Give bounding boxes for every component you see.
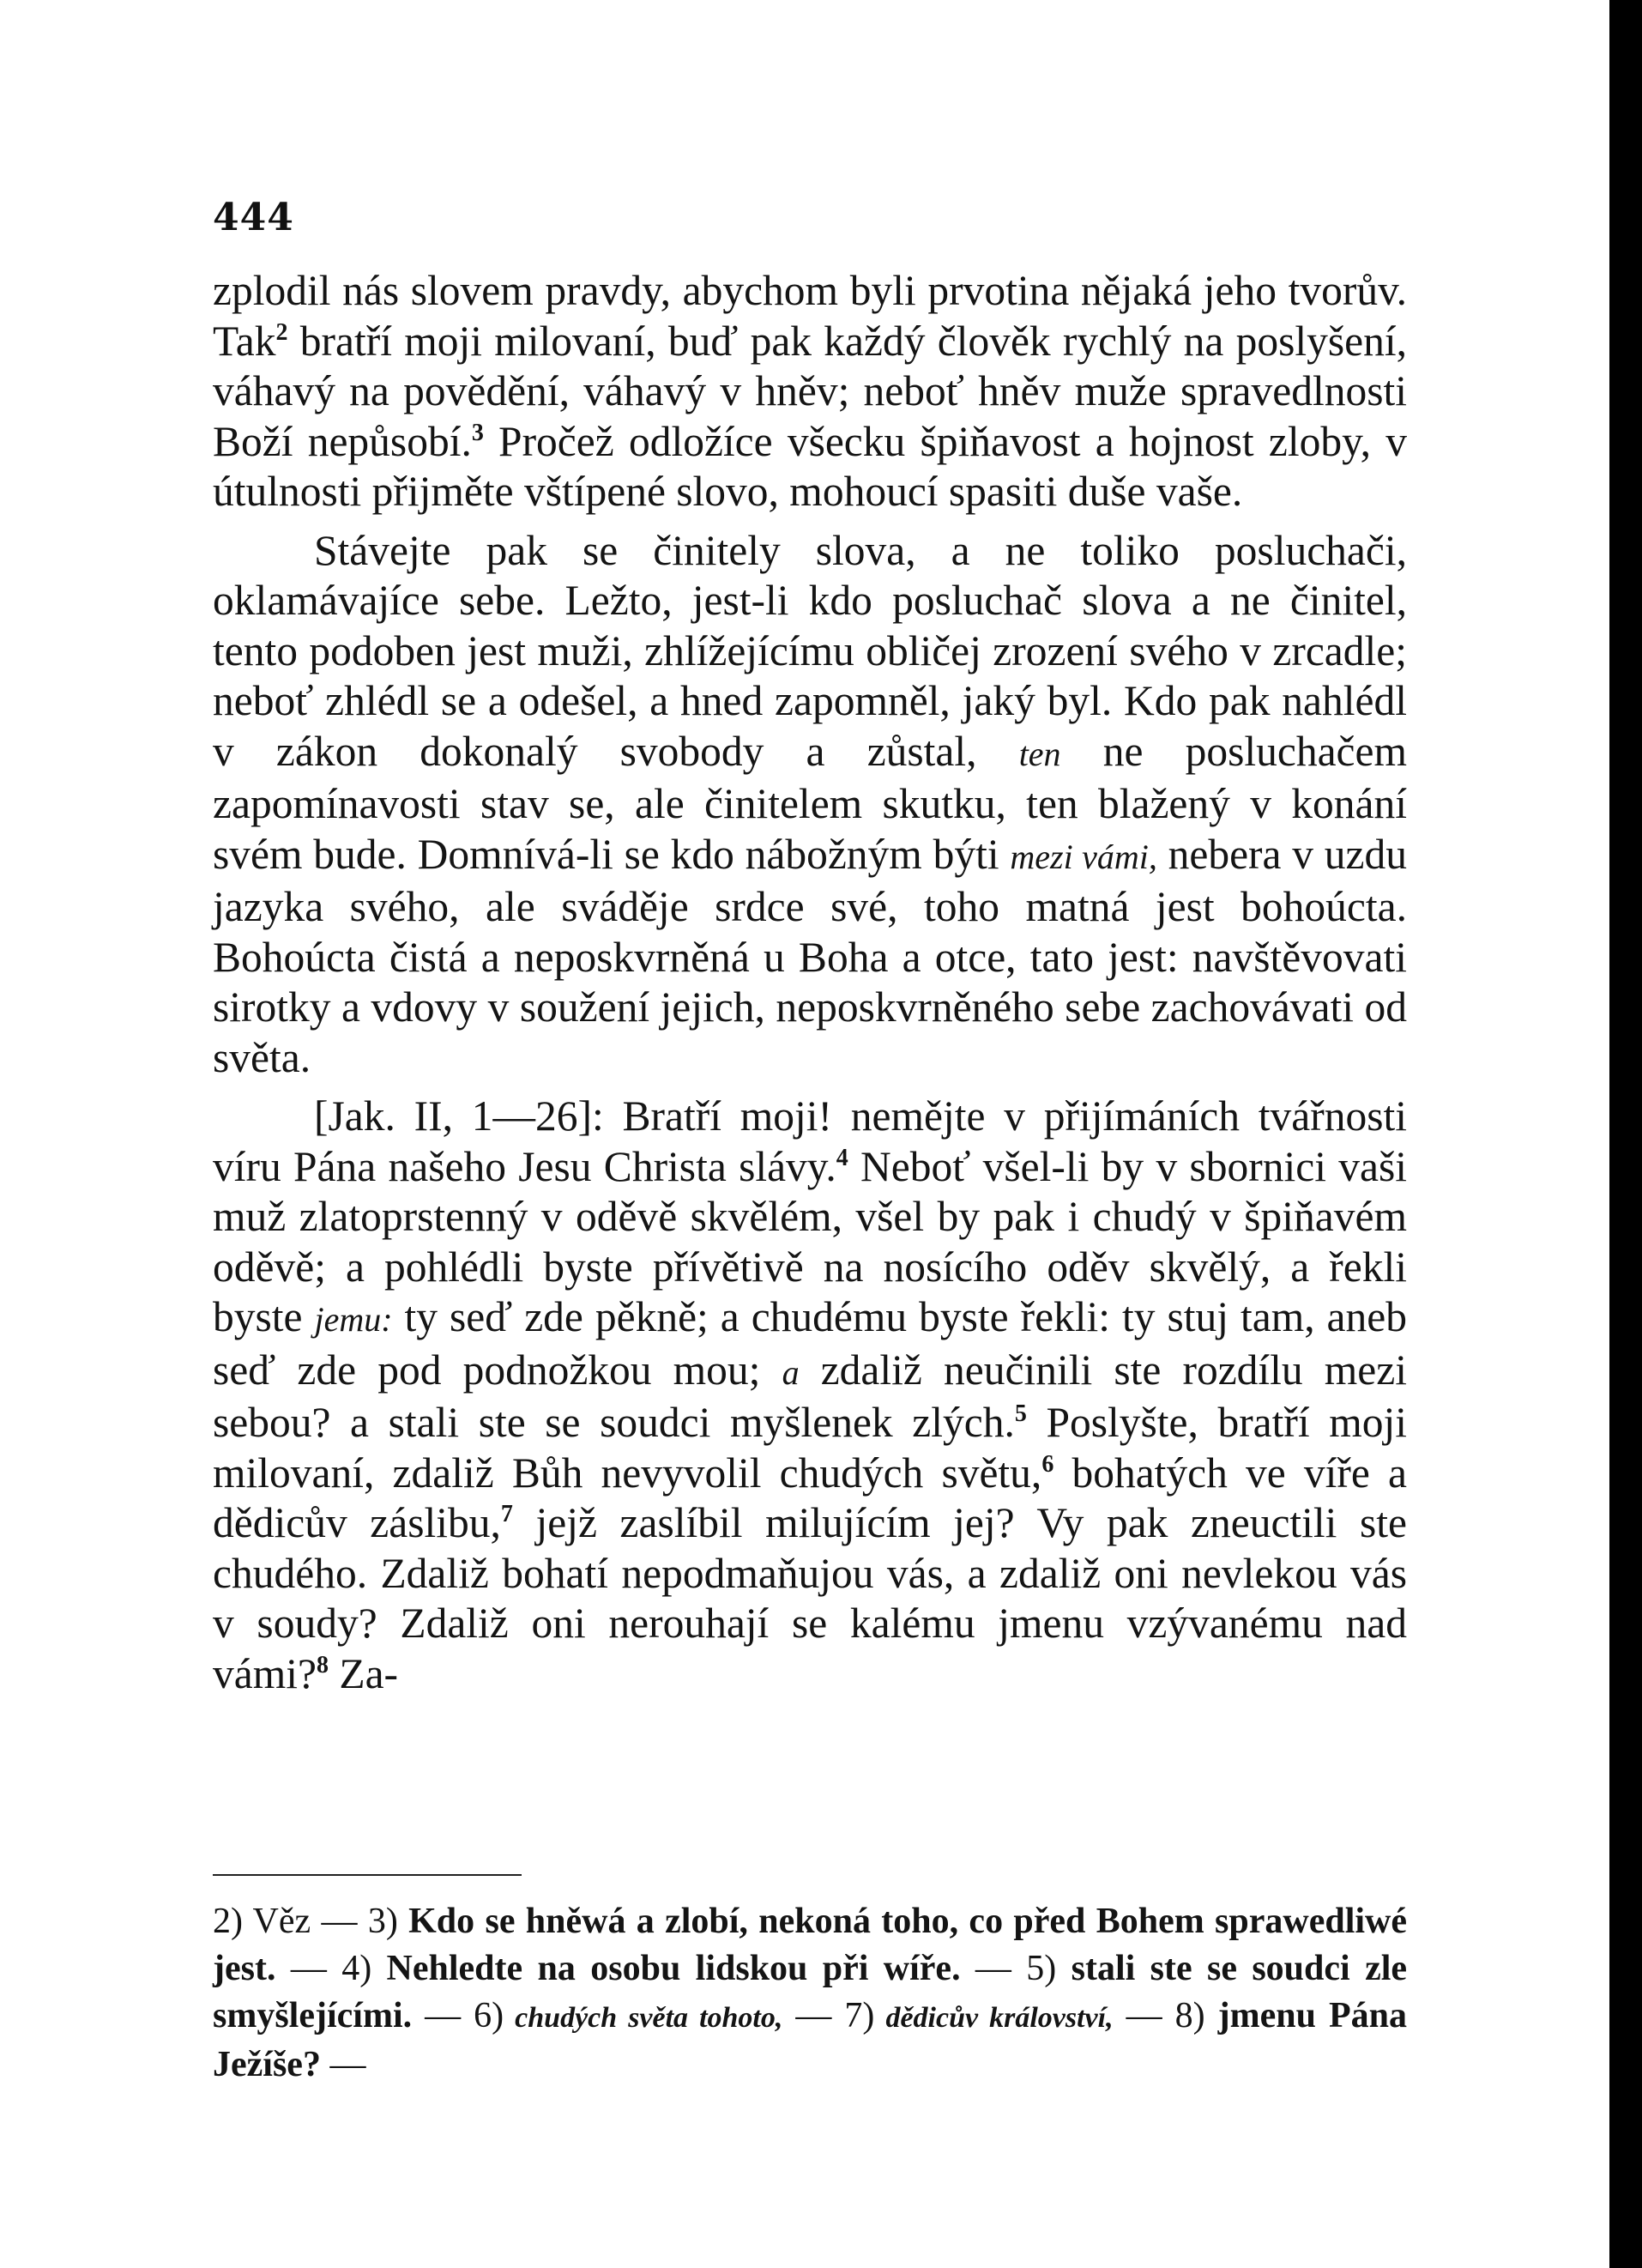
footnote-number: 2): [213, 1902, 243, 1941]
footnote-separator: —: [1113, 1996, 1175, 2035]
footnote-number: 8): [1174, 1996, 1205, 2035]
text-run: nebera v uzdu jazyka svého, ale sváděje srdce své, toho matná jest bohoúcta. Bohoúcta čistá a neposkvrněná u Boha a otce, tato jest: navštěvovati sirotky a vdovy v soužení jejich, neposkvrněného sebe zachovávati od světa.: [213, 830, 1407, 1081]
italic-insertion: mezi vámi,: [1010, 837, 1157, 876]
text-run: Poslyšte, bratří moji milovaní, zdaliž Bůh nevyvolil chudých světu,: [213, 1399, 1407, 1497]
text-run: Za-: [328, 1649, 399, 1697]
footnote-divider: [213, 1874, 522, 1876]
paragraph-1: [213, 266, 1407, 517]
footnote-number: 6): [474, 1996, 504, 2035]
footnote-number: 3): [367, 1902, 398, 1941]
text-run: zdaliž neučinili ste rozdílu mezi sebou? a stali ste se soudci myšlenek zlých.: [213, 1346, 1408, 1446]
italic-insertion: a: [782, 1352, 800, 1392]
text-run: Stávejte pak se činitely slova, a ne toliko posluchači, oklamávajíce sebe. Ležto, jest-li kdo posluchač slova a ne činitel, tento podoben jest muži, zhlížejícímu obličej zrození svého v zrcadle; neboť zhlédl se a odešel, a hned zapomněl, jaký byl. Kdo pak nahlédl v zákon dokonalý svobody a zůstal,: [213, 526, 1407, 775]
footnote-separator: —: [275, 1949, 342, 1988]
verse-number: 4: [836, 1144, 848, 1171]
text-run: ty seď zde pěkně; a chudému byste řekli: ty stuj tam, aneb seď zde pod podnožkou mou;: [213, 1293, 1407, 1394]
text-run: ne posluchačem zapomínavosti stav se, ale činitelem skutku, ten blažený v konání svém bude. Domnívá-li se kdo nábožným býti: [213, 727, 1407, 878]
italic-insertion: ten: [1018, 734, 1061, 773]
footnote-separator: —: [782, 1996, 845, 2035]
text-run: bohatých ve víře a dědicův záslibu,: [213, 1448, 1407, 1546]
footnote-number: 7): [844, 1996, 875, 2035]
scan-edge-bar: [1609, 0, 1642, 2268]
main-text: [213, 266, 1407, 1699]
italic-insertion: jemu:: [314, 1300, 393, 1339]
text-run: Bratří moji! nemějte v přijímáních tvářnosti víru Pána našeho Jesu Christa slávy.: [213, 1092, 1407, 1190]
paragraph-3: [213, 1092, 1407, 1699]
footnote-text: Nehledte na osobu lidskou při wíře.: [371, 1949, 961, 1988]
page-number: 444: [213, 196, 294, 239]
text-run: Neboť všel-li by v sbornici vaši muž zlatoprstenný v oděvě skvělém, všel by pak i chudý v špiňavém oděvě; a pohlédli byste přívětivě na nosícího oděv skvělý, a řekli byste: [213, 1142, 1407, 1340]
footnote-separator: —: [960, 1949, 1027, 1988]
verse-number: 7: [500, 1501, 513, 1527]
footnote-number: 5): [1026, 1949, 1057, 1988]
text-run: bratří moji milovaní, buď pak každý člověk rychlý na poslyšení, váhavý na povědění, váhavý v hněv; neboť hněv muže spravedlnosti Boží nepůsobí.: [213, 317, 1407, 465]
footnote-text: dědicův království,: [874, 2002, 1114, 2034]
footnote-text: stali ste se soudci zle smyšlejícími.: [213, 1949, 1408, 2035]
verse-number: 6: [1041, 1450, 1054, 1478]
verse-number: 5: [1014, 1400, 1027, 1427]
footnote-text: chudých světa tohoto,: [504, 2002, 783, 2034]
verse-number: 2: [275, 318, 288, 346]
footnote-text: Kdo se hněwá a zlobí, nekoná toho, co před Bohem sprawedliwé jest.: [213, 1902, 1408, 1988]
footnote-text: Věz —: [243, 1902, 368, 1941]
footnote-text: jmenu Pána Ježíše?: [213, 1996, 1408, 2084]
footnotes: [213, 1898, 1407, 2089]
text-run: zplodil nás slovem pravdy, abychom byli prvotina nějaká jeho tvorův. Tak: [213, 267, 1407, 365]
text-run: Pročež odložíce všecku špiňavost a hojnost zloby, v útulnosti přijměte vštípené slovo, mohoucí spasiti duše vaše.: [213, 417, 1407, 515]
verse-number: 8: [316, 1651, 329, 1678]
footnote-separator: —: [320, 2045, 366, 2084]
footnote-number: 4): [341, 1949, 372, 1988]
scripture-reference: [Jak. II, 1—26]:: [314, 1092, 604, 1140]
paragraph-2: [213, 526, 1407, 1084]
footnote-separator: —: [412, 1996, 474, 2035]
text-run: jejž zaslíbil milujícím jej? Vy pak zneuctili ste chudého. Zdaliž bohatí nepodmaňujou vás, a zdaliž oni nevlekou vás v soudy? Zdaliž oni nerouhají se kalému jmenu vzývanému nad vámi?: [213, 1499, 1408, 1697]
verse-number: 3: [471, 419, 484, 446]
